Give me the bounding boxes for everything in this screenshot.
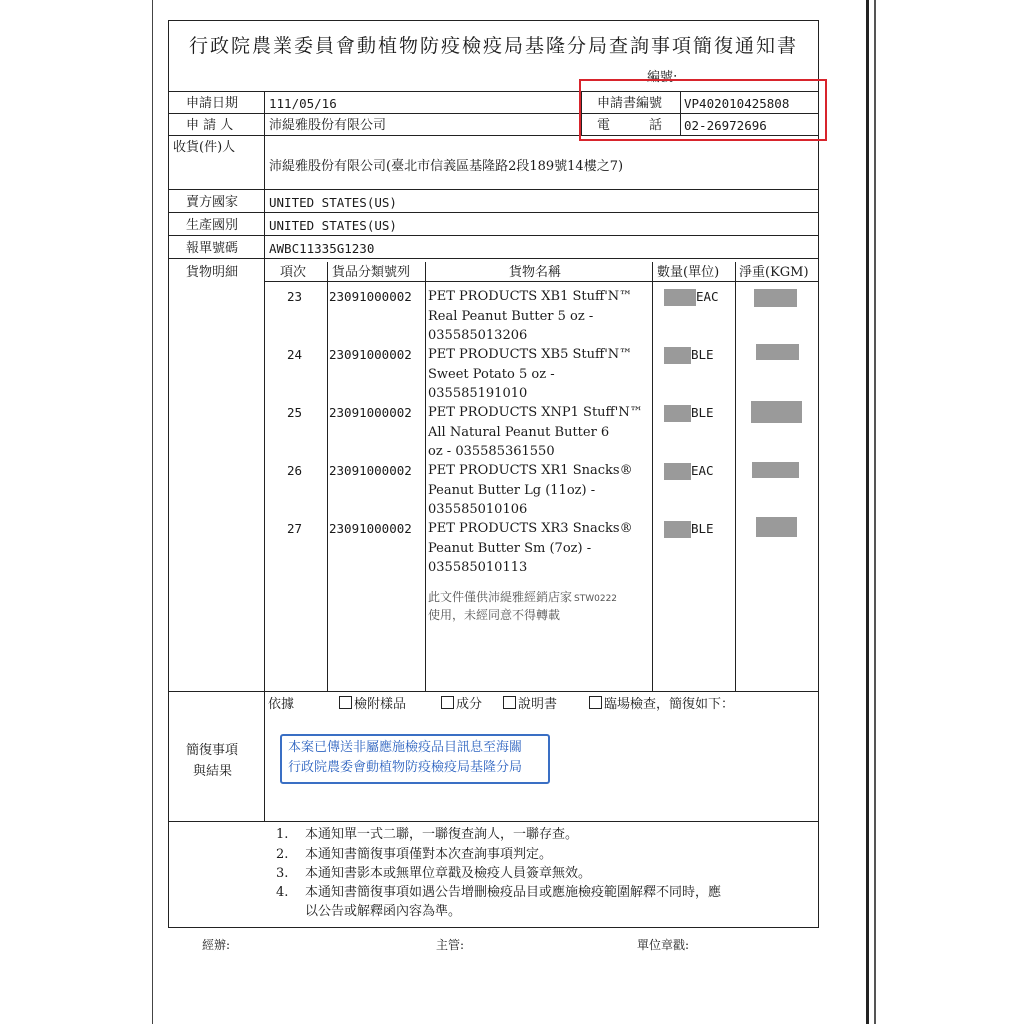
notice-form [168, 20, 819, 928]
notice-code: STW0222 [574, 594, 618, 604]
redacted-weight [752, 462, 799, 478]
row-unit: EAC [696, 289, 719, 304]
consignee-label: 收貨(件)人 [173, 140, 236, 155]
row-item: 27 [287, 521, 303, 536]
row-unit: BLE [691, 521, 714, 536]
row-code: 23091000002 [329, 405, 412, 420]
distribution-notice [428, 589, 617, 608]
note-num: 4. [276, 885, 289, 900]
seller-label: 賣方國家 [186, 195, 239, 210]
form-no-label: 申請書編號 [597, 96, 663, 111]
col-header-qty: 數量(單位) [657, 265, 720, 280]
phone: 02-26972696 [684, 118, 767, 133]
redacted-quantity [664, 289, 696, 306]
row-unit: BLE [691, 347, 714, 362]
checkbox-icon [589, 696, 602, 709]
applicant: 沛緹雅股份有限公司 [269, 118, 387, 133]
redacted-weight [754, 289, 797, 307]
row-unit: EAC [691, 463, 714, 478]
row-item: 25 [287, 405, 303, 420]
row-name: PET PRODUCTS XB1 Stuff'N™ Real Peanut Butter 5 oz - 035585013206 [428, 289, 633, 343]
footer-seal: 單位章戳: [637, 938, 690, 952]
option-ingredients: 成分 [441, 696, 482, 713]
redacted-weight [751, 401, 802, 423]
declaration-no: AWBC11335G1230 [269, 241, 375, 256]
redacted-weight [756, 344, 799, 360]
origin-label: 生產國別 [186, 218, 239, 233]
option-manual: 說明書 [503, 696, 557, 713]
number-label: 編號: [647, 70, 678, 85]
footer-supervisor: 主管: [436, 938, 465, 952]
row-name: PET PRODUCTS XR3 Snacks® Peanut Butter Sm (7oz) - 035585010113 [428, 521, 633, 575]
notice-line1: 此文件僅供沛緹雅經銷店家 [428, 590, 573, 604]
declaration-label: 報單號碼 [186, 241, 239, 256]
footer-handler: 經辦: [202, 938, 231, 952]
checkbox-icon [503, 696, 516, 709]
row-item: 23 [287, 289, 303, 304]
redacted-quantity [664, 405, 691, 422]
col-header-weight: 淨重(KGM) [739, 265, 809, 280]
basis-label: 依據 [268, 697, 295, 712]
scan-edge-right-inner [874, 0, 876, 1024]
row-code: 23091000002 [329, 347, 412, 362]
highlight-box [579, 79, 827, 141]
redacted-weight [756, 517, 797, 537]
stamp-line2: 行政院農委會動植物防疫檢疫局基隆分局 [288, 760, 523, 775]
note-num: 3. [276, 866, 289, 881]
row-item: 26 [287, 463, 303, 478]
col-header-code: 貨品分類號列 [332, 265, 411, 280]
redacted-quantity [664, 347, 691, 364]
row-name: PET PRODUCTS XNP1 Stuff'N™ All Natural Peanut Butter 6 oz - 035585361550 [428, 405, 643, 459]
row-code: 23091000002 [329, 521, 412, 536]
note-num: 2. [276, 847, 289, 862]
note-num: 1. [276, 827, 289, 842]
details-label: 貨物明細 [186, 265, 239, 280]
row-unit: BLE [691, 405, 714, 420]
row-name: PET PRODUCTS XR1 Snacks® Peanut Butter Lg (11oz) - 035585010106 [428, 463, 633, 517]
option-inspection: 臨場檢查，簡復如下： [589, 696, 734, 713]
form-title: 行政院農業委員會動植物防疫檢疫局基隆分局查詢事項簡復通知書 [188, 35, 798, 57]
customs-stamp [280, 734, 550, 784]
row-code: 23091000002 [329, 289, 412, 304]
row-name: PET PRODUCTS XB5 Stuff'N™ Sweet Potato 5 oz - 035585191010 [428, 347, 633, 401]
redacted-quantity [664, 463, 691, 480]
note-text: 本通知書簡復事項僅對本次查詢事項判定。 [305, 847, 553, 862]
note-text: 本通知書簡復事項如遇公告增刪檢疫品目或應施檢疫範圍解釋不同時，應 以公告或解釋函內容為準。 [305, 885, 722, 919]
form-no: VP402010425808 [684, 96, 790, 111]
redacted-quantity [664, 521, 691, 538]
applicant-label: 申 請 人 [186, 118, 234, 133]
row-item: 24 [287, 347, 303, 362]
phone-label: 電 話 [597, 118, 663, 133]
col-header-name: 貨物名稱 [509, 265, 562, 280]
row-code: 23091000002 [329, 463, 412, 478]
reply-label-line1: 簡復事項 [186, 743, 239, 758]
origin-country: UNITED STATES(US) [269, 218, 397, 233]
notice-line2: 使用，未經同意不得轉載 [428, 608, 561, 622]
apply-date-label: 申請日期 [186, 96, 239, 111]
checkbox-icon [339, 696, 352, 709]
checkbox-icon [441, 696, 454, 709]
seller-country: UNITED STATES(US) [269, 195, 397, 210]
apply-date: 111/05/16 [269, 96, 337, 111]
col-header-item: 項次 [280, 265, 307, 280]
scan-edge-left [152, 0, 153, 1024]
reply-label-line2: 與結果 [193, 764, 233, 779]
stamp-line1: 本案已傳送非屬應施檢疫品目訊息至海關 [288, 740, 523, 755]
note-text: 本通知書影本或無單位章戳及檢疫人員簽章無效。 [305, 866, 592, 881]
scan-edge-right [866, 0, 869, 1024]
consignee: 沛緹雅股份有限公司(臺北市信義區基隆路2段189號14樓之7) [269, 159, 624, 174]
option-sample: 檢附樣品 [339, 696, 406, 713]
note-text: 本通知單一式二聯，一聯復查詢人，一聯存查。 [305, 827, 579, 842]
